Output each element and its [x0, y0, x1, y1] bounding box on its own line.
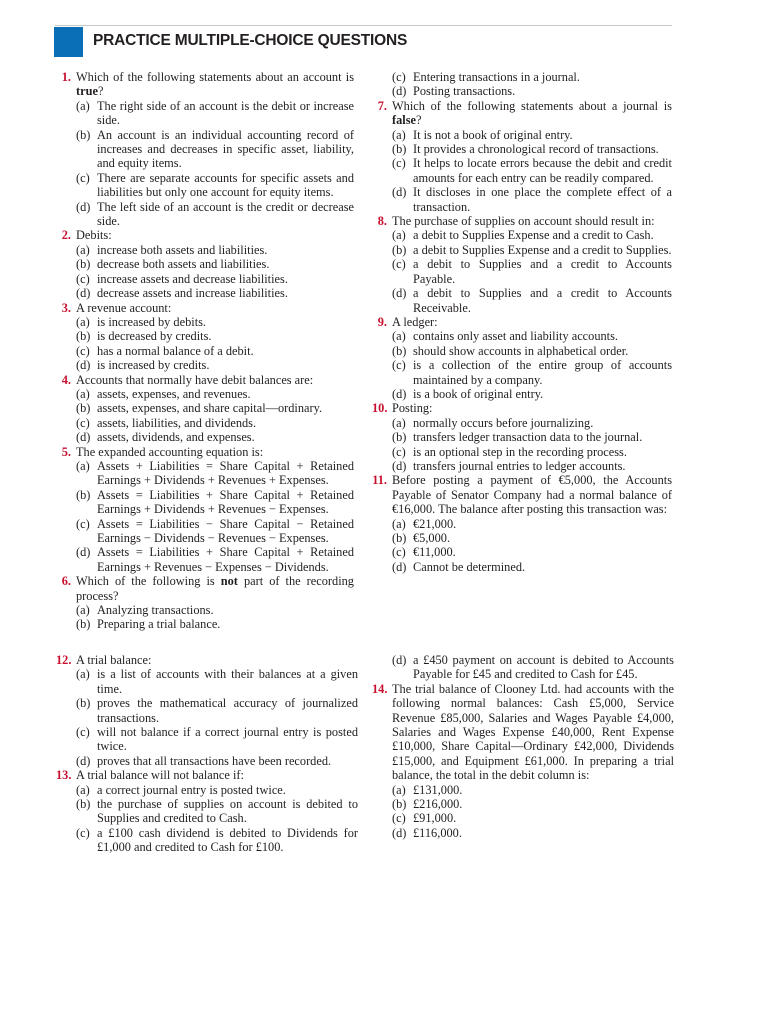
question-number: 4.: [61, 372, 71, 387]
option-text: proves that all transactions have been recorded.: [97, 753, 332, 768]
option-text: assets, dividends, and expenses.: [97, 430, 255, 445]
option-letter: (c): [392, 156, 406, 171]
questions-column-1: [56, 70, 354, 632]
question: [56, 768, 358, 782]
answer-option: [372, 286, 672, 315]
question-stem: Accounts that normally have debit balances are:: [76, 372, 314, 387]
option-text: assets, liabilities, and dividends.: [97, 415, 257, 430]
answer-option: [372, 243, 672, 257]
option-letter: (d): [76, 545, 91, 560]
option-letter: (c): [392, 257, 406, 272]
answer-option: [372, 387, 672, 401]
answer-option: [56, 603, 354, 617]
answer-option: [56, 459, 354, 488]
option-letter: (b): [76, 127, 91, 142]
question-number: 6.: [61, 574, 71, 589]
option-letter: (b): [392, 531, 407, 545]
option-letter: (d): [76, 286, 91, 301]
question: [372, 99, 672, 128]
option-letter: (a): [76, 603, 90, 618]
question: [372, 315, 672, 329]
question: [56, 70, 354, 99]
answer-option: [56, 315, 354, 329]
answer-option: [372, 185, 672, 214]
answer-option: [372, 257, 672, 286]
answer-option: [56, 797, 358, 826]
question-stem: A trial balance:: [76, 653, 152, 667]
option-text: The left side of an account is the credit or decrease side.: [97, 199, 354, 229]
option-letter: (b): [392, 430, 407, 445]
answer-option: [56, 243, 354, 257]
answer-option: [56, 617, 354, 631]
question-number: 12.: [56, 653, 72, 667]
question: [56, 373, 354, 387]
answer-option: [372, 653, 674, 682]
answer-option: [56, 99, 354, 128]
emphasis-text: not: [220, 574, 238, 589]
option-letter: (b): [76, 487, 91, 502]
question-number: 11.: [372, 473, 387, 488]
questions-column-4: [372, 653, 674, 840]
question-stem: The expanded accounting equation is:: [76, 444, 264, 459]
option-text: It helps to locate errors because the debit and credit amounts for each entry can be readily compared.: [413, 156, 672, 185]
option-letter: (b): [76, 329, 91, 344]
option-text: Assets = Liabilities + Share Capital + Retained Earnings + Dividends + Revenues − Expenses.: [97, 487, 354, 517]
option-text: increase both assets and liabilities.: [97, 242, 268, 257]
emphasis-text: false: [392, 113, 416, 128]
question-stem: A trial balance will not balance if:: [76, 768, 244, 783]
option-letter: (b): [76, 257, 91, 272]
option-text: contains only asset and liability accounts.: [413, 329, 618, 344]
top-rule: [55, 25, 672, 26]
option-text: transfers ledger transaction data to the journal.: [413, 430, 643, 445]
question: [56, 653, 358, 667]
option-text: is increased by credits.: [97, 358, 210, 373]
option-text: £216,000.: [413, 797, 463, 812]
question-number: 8.: [377, 214, 387, 229]
option-letter: (d): [76, 753, 91, 768]
option-text: normally occurs before journalizing.: [413, 415, 594, 430]
answer-option: [56, 667, 358, 696]
option-letter: (d): [392, 825, 407, 840]
option-letter: (b): [76, 797, 91, 812]
option-text: a debit to Supplies Expense and a credit to Supplies.: [413, 242, 672, 257]
answer-option: [372, 358, 672, 387]
answer-option: [372, 517, 672, 531]
option-text: decrease both assets and liabilities.: [97, 257, 270, 272]
option-letter: (c): [76, 415, 90, 430]
question-number: 10.: [372, 401, 388, 416]
option-text: transfers journal entries to ledger accounts.: [413, 458, 626, 473]
option-text: €5,000.: [413, 531, 451, 545]
option-text: has a normal balance of a debit.: [97, 343, 254, 358]
question: [372, 401, 672, 415]
option-text: is a collection of the entire group of accounts maintained by a company.: [413, 358, 672, 387]
questions-column-3: [56, 653, 358, 855]
option-text: a debit to Supplies and a credit to Accounts Receivable.: [413, 286, 672, 315]
question-stem: A ledger:: [392, 314, 438, 329]
answer-option: [56, 272, 354, 286]
answer-option: [372, 416, 672, 430]
answer-option: [372, 430, 672, 444]
option-letter: (d): [392, 559, 407, 574]
question-stem: A revenue account:: [76, 300, 172, 315]
answer-option: [372, 156, 672, 185]
option-text: the purchase of supplies on account is debited to Supplies and credited to Cash.: [97, 797, 358, 826]
question: [372, 214, 672, 228]
option-letter: (d): [76, 358, 91, 373]
option-text: It is not a book of original entry.: [413, 127, 573, 142]
answer-option: [372, 228, 672, 242]
answer-option: [56, 430, 354, 444]
option-text: increase assets and decrease liabilities.: [97, 271, 288, 286]
option-text: €21,000.: [413, 516, 457, 531]
option-letter: (a): [392, 516, 406, 531]
option-text: decrease assets and increase liabilities.: [97, 286, 288, 301]
answer-option: [372, 560, 672, 574]
question: [56, 574, 354, 603]
option-text: Assets + Liabilities = Share Capital + Retained Earnings + Dividends + Revenues + Expenses.: [97, 458, 354, 488]
answer-option: [56, 416, 354, 430]
option-letter: (d): [392, 653, 407, 667]
question-number: 7.: [377, 98, 387, 113]
option-text: is a list of accounts with their balances at a given time.: [97, 667, 358, 696]
option-text: should show accounts in alphabetical order.: [413, 343, 629, 358]
option-text: Preparing a trial balance.: [97, 617, 221, 632]
option-text: is an optional step in the recording process.: [413, 444, 627, 459]
option-text: Cannot be determined.: [413, 559, 526, 574]
answer-option: [56, 725, 358, 754]
option-text: £131,000.: [413, 782, 463, 797]
option-letter: (a): [76, 782, 90, 797]
option-letter: (c): [392, 545, 406, 560]
option-letter: (c): [392, 444, 406, 459]
question-stem: Which of the following is not part of the recording process?: [76, 574, 354, 603]
answer-option: [372, 531, 672, 545]
option-text: Analyzing transactions.: [97, 603, 214, 618]
question-stem: Before posting a payment of €5,000, the Accounts Payable of Senator Company had a normal balance of €16,000. The balance after posting this transaction was:: [392, 473, 672, 517]
answer-option: [372, 70, 672, 84]
option-text: a £100 cash dividend is debited to Dividends for £1,000 and credited to Cash for £100.: [97, 825, 358, 855]
option-letter: (d): [76, 430, 91, 445]
answer-option: [372, 783, 674, 797]
answer-option: [56, 517, 354, 546]
option-letter: (c): [76, 170, 90, 185]
answer-option: [372, 459, 672, 473]
option-text: £116,000.: [413, 825, 462, 840]
option-text: assets, expenses, and revenues.: [97, 386, 251, 401]
option-letter: (b): [76, 401, 91, 416]
option-letter: (c): [76, 271, 90, 286]
answer-option: [372, 797, 674, 811]
answer-option: [56, 387, 354, 401]
option-letter: (b): [392, 142, 407, 157]
answer-option: [372, 142, 672, 156]
option-text: a correct journal entry is posted twice.: [97, 782, 286, 797]
option-text: Posting transactions.: [413, 84, 516, 99]
option-letter: (a): [392, 228, 406, 243]
option-letter: (a): [76, 667, 90, 682]
option-text: will not balance if a correct journal entry is posted twice.: [97, 725, 358, 754]
answer-option: [372, 344, 672, 358]
option-text: proves the mathematical accuracy of journalized transactions.: [97, 696, 358, 725]
option-letter: (b): [76, 617, 91, 632]
option-letter: (d): [76, 199, 91, 214]
option-text: is a book of original entry.: [413, 386, 544, 401]
option-letter: (a): [76, 314, 90, 329]
answer-option: [56, 488, 354, 517]
option-letter: (d): [392, 185, 407, 200]
option-letter: (d): [392, 458, 407, 473]
question-stem: Posting:: [392, 401, 433, 416]
answer-option: [56, 128, 354, 171]
option-letter: (b): [392, 242, 407, 257]
option-letter: (d): [392, 84, 407, 99]
answer-option: [56, 401, 354, 415]
question-number: 3.: [61, 300, 71, 315]
answer-option: [56, 754, 358, 768]
question-number: 9.: [377, 314, 387, 329]
question-stem: Which of the following statements about a journal is false?: [392, 98, 672, 128]
option-text: €11,000.: [413, 545, 456, 560]
answer-option: [372, 445, 672, 459]
answer-option: [56, 171, 354, 200]
questions-column-2: [372, 70, 672, 574]
answer-option: [372, 128, 672, 142]
answer-option: [56, 826, 358, 855]
option-letter: (a): [392, 127, 406, 142]
option-text: An account is an individual accounting record of increases and decreases in specific asset, liability, and equity items.: [97, 127, 354, 171]
option-text: Assets = Liabilities + Share Capital + Retained Earnings + Revenues − Expenses − Dividends.: [97, 545, 354, 574]
option-text: a £450 payment on account is debited to Accounts Payable for £45 and credited to Cash for £45.: [413, 653, 674, 682]
question-number: 13.: [56, 768, 72, 783]
answer-option: [56, 358, 354, 372]
option-text: is decreased by credits.: [97, 329, 212, 344]
option-text: assets, expenses, and share capital—ordinary.: [97, 401, 323, 416]
question-number: 14.: [372, 681, 388, 696]
answer-option: [372, 545, 672, 559]
question-stem: Debits:: [76, 228, 112, 243]
option-letter: (c): [76, 725, 90, 740]
page-title: PRACTICE MULTIPLE-CHOICE QUESTIONS: [93, 32, 408, 49]
question-stem: The trial balance of Clooney Ltd. had accounts with the following normal balances: Cash £5,000, Service Revenue £85,000, Salaries and Wages Payable £4,000, Salaries and Wages Expense £40,000, Rent Expense £10,000, Share Capital—Ordinary £42,000, Dividends £15,000, and Equipment £61,000. In preparing a trial balance, the total in the debit column is:: [392, 681, 674, 783]
option-text: It discloses in one place the complete effect of a transaction.: [413, 185, 672, 214]
option-letter: (c): [76, 825, 90, 840]
question: [372, 682, 674, 783]
option-text: £91,000.: [413, 811, 457, 826]
answer-option: [56, 200, 354, 229]
option-letter: (a): [76, 242, 90, 257]
answer-option: [56, 329, 354, 343]
option-text: Entering transactions in a journal.: [413, 70, 580, 84]
option-letter: (c): [76, 343, 90, 358]
option-letter: (c): [76, 516, 90, 531]
option-letter: (a): [76, 458, 90, 473]
option-letter: (a): [392, 782, 406, 797]
question-number: 5.: [61, 444, 71, 459]
question: [372, 473, 672, 516]
question-number: 1.: [61, 70, 71, 84]
answer-option: [372, 826, 674, 840]
option-text: a debit to Supplies and a credit to Accounts Payable.: [413, 257, 672, 286]
answer-option: [56, 257, 354, 271]
answer-option: [56, 783, 358, 797]
option-letter: (b): [392, 797, 407, 812]
answer-option: [56, 286, 354, 300]
answer-option: [372, 84, 672, 98]
question: [56, 445, 354, 459]
option-letter: (b): [392, 343, 407, 358]
emphasis-text: true: [76, 84, 98, 99]
option-letter: (a): [76, 386, 90, 401]
question: [56, 301, 354, 315]
question: [56, 228, 354, 242]
option-letter: (b): [76, 696, 91, 711]
option-text: Assets = Liabilities − Share Capital − Retained Earnings − Dividends − Revenues − Expenses.: [97, 516, 354, 545]
answer-option: [56, 545, 354, 574]
option-text: a debit to Supplies Expense and a credit to Cash.: [413, 228, 654, 243]
answer-option: [56, 696, 358, 725]
option-text: There are separate accounts for specific assets and liabilities but only one account for equity items.: [97, 170, 354, 200]
option-text: is increased by debits.: [97, 314, 207, 329]
option-letter: (a): [392, 415, 406, 430]
option-letter: (a): [392, 329, 406, 344]
question-stem: Which of the following statements about an account is true?: [76, 70, 354, 99]
answer-option: [372, 811, 674, 825]
question-stem: The purchase of supplies on account should result in:: [392, 214, 655, 229]
question-number: 2.: [61, 228, 71, 243]
option-letter: (d): [392, 286, 407, 301]
section-marker: [54, 27, 83, 57]
option-letter: (d): [392, 386, 407, 401]
option-letter: (c): [392, 70, 406, 84]
option-letter: (c): [392, 811, 406, 826]
option-text: It provides a chronological record of transactions.: [413, 142, 659, 157]
answer-option: [372, 329, 672, 343]
answer-option: [56, 344, 354, 358]
option-letter: (c): [392, 358, 406, 373]
option-text: The right side of an account is the debit or increase side.: [97, 98, 354, 128]
option-letter: (a): [76, 98, 90, 113]
